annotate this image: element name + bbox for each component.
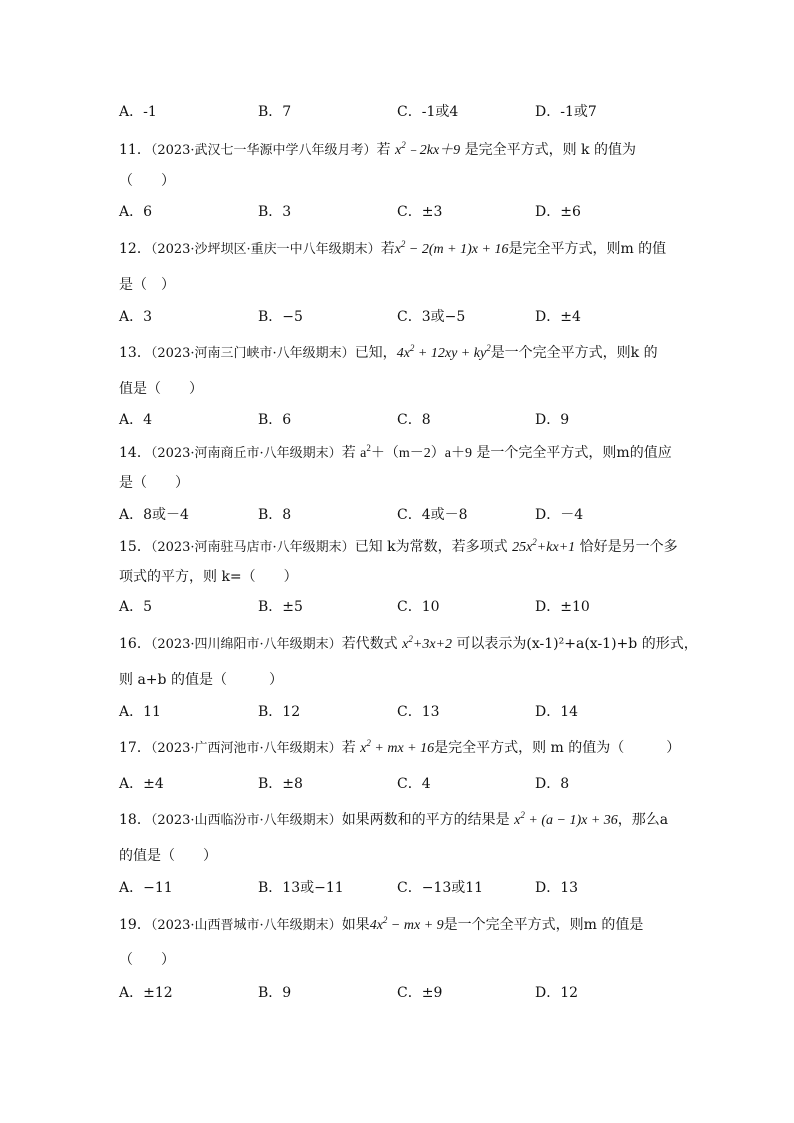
question-source: （2023·山西晋城市·八年级期末） [150, 918, 342, 933]
option-b: B．6 [258, 412, 292, 428]
question-source: （2023·河南三门峡市·八年级期末） [150, 346, 355, 361]
stem-text: 若 [341, 445, 361, 461]
math-expression: $x^2 - 2(m + 1)x + 16$ [394, 239, 509, 257]
option-b: B．±8 [258, 776, 303, 792]
question-13-stem-cont: 值是（ ） [119, 381, 203, 397]
question-12-stem [119, 239, 666, 260]
stem-text: 若 [376, 142, 395, 158]
option-c: C．4或－8 [397, 507, 468, 523]
question-19-stem [119, 915, 643, 936]
question-source: （2023·广西河池市·八年级期末） [150, 741, 342, 756]
question-number: 19． [119, 917, 151, 933]
question-11-stem [119, 140, 636, 161]
answer-options [119, 307, 719, 327]
stem-text: 已知， [354, 345, 397, 361]
answer-options [119, 774, 719, 794]
option-a: A．-1 [119, 104, 157, 120]
option-d: D．14 [535, 704, 579, 720]
option-b: B．12 [258, 704, 301, 720]
stem-text: 若 [341, 740, 361, 756]
option-c: C．13 [397, 704, 440, 720]
stem-text: 是一个完全平方式，则m 的值是 [443, 917, 644, 933]
question-source: （2023·山西临汾市·八年级期末） [150, 813, 342, 828]
answer-options [119, 702, 719, 722]
option-d: D．8 [535, 776, 570, 792]
question-15-stem-cont: 项式的平方，则 k=（ ） [119, 569, 298, 585]
option-d: D．±6 [535, 204, 581, 220]
stem-text: 是完全平方式，则 k 的值为 [460, 142, 636, 158]
option-d: D．－4 [535, 507, 584, 523]
answer-options [119, 410, 719, 430]
option-a: A．±4 [119, 776, 164, 792]
option-a: A．4 [119, 412, 153, 428]
question-number: 14． [119, 445, 151, 461]
question-19-stem-cont: （ ） [119, 952, 175, 968]
stem-text: 若 [380, 241, 395, 257]
question-15-stem [119, 537, 678, 558]
question-source: （2023·沙坪坝区·重庆一中八年级期末） [150, 242, 381, 257]
option-c: C．−13或11 [397, 880, 484, 896]
question-14-stem-cont: 是（ ） [119, 475, 189, 491]
option-d: D．12 [535, 985, 579, 1001]
answer-options [119, 597, 719, 617]
option-b: B．−5 [258, 309, 303, 325]
stem-text: 可以表示为(x-1)²+a(x-1)+b 的形式， [451, 636, 698, 652]
question-18-stem [119, 810, 668, 831]
option-b: B．3 [258, 204, 292, 220]
stem-text: 是完全平方式，则 m 的值为（ ） [434, 740, 681, 756]
math-expression: $a^2+(m-2)a+9$ [360, 443, 472, 461]
stem-text: 是完全平方式，则m 的值 [508, 241, 667, 257]
stem-text: 若代数式 [341, 636, 403, 652]
answer-options [119, 505, 719, 525]
option-c: C．-1或4 [397, 104, 459, 120]
option-a: A．−11 [119, 880, 173, 896]
option-b: B．7 [258, 104, 292, 120]
question-source: （2023·四川绵阳市·八年级期末） [150, 637, 342, 652]
option-a: A．3 [119, 309, 153, 325]
question-number: 15． [119, 539, 151, 555]
question-number: 11． [119, 142, 151, 158]
question-number: 17． [119, 740, 151, 756]
math-expression: $x^2+3x+2$ [402, 634, 452, 652]
math-expression: $x^2 + (a - 1)x + 36$ [514, 810, 618, 828]
question-number: 18． [119, 812, 151, 828]
stem-text: 如果 [341, 917, 370, 933]
question-12-stem-cont: 是（ ） [119, 277, 175, 293]
math-expression: $4x^2$ − mx + 9 [369, 915, 444, 933]
option-a: A．±12 [119, 985, 173, 1001]
option-d: D．±10 [535, 599, 590, 615]
stem-text: 是一个完全平方式，则m的值应 [471, 445, 672, 461]
option-a: A．6 [119, 204, 153, 220]
question-16-stem-cont: 则 a+b 的值是（ ） [119, 672, 283, 688]
option-c: C．3或−5 [397, 309, 466, 325]
option-c: C．8 [397, 412, 431, 428]
option-c: C．4 [397, 776, 431, 792]
stem-text: 如果两数和的平方的结果是 [341, 812, 515, 828]
question-number: 16． [119, 636, 151, 652]
math-expression: $4x^2 + 12xy + ky^2$ [396, 343, 491, 361]
question-number: 13． [119, 345, 151, 361]
stem-text: ，那么a [617, 812, 669, 828]
option-d: D．9 [535, 412, 570, 428]
stem-text: 是一个完全平方式，则k 的 [490, 345, 658, 361]
math-expression: $25x^2+kx+1$ [512, 537, 576, 555]
question-source: （2023·武汉七一华源中学八年级月考） [150, 143, 377, 158]
option-c: C．±9 [397, 985, 443, 1001]
option-b: B．9 [258, 985, 292, 1001]
option-b: B．8 [258, 507, 292, 523]
option-d: D．±4 [535, 309, 581, 325]
question-17-stem [119, 738, 680, 759]
answer-options [119, 202, 719, 222]
question-16-stem [119, 634, 698, 655]
question-number: 12． [119, 241, 151, 257]
option-d: D．13 [535, 880, 579, 896]
question-source: （2023·河南商丘市·八年级期末） [150, 446, 342, 461]
option-d: D．-1或7 [535, 104, 597, 120]
answer-options [119, 102, 719, 122]
question-18-stem-cont: 的值是（ ） [119, 848, 217, 864]
option-c: C．10 [397, 599, 440, 615]
math-expression: $x^2﹣2kx+9$ [395, 140, 461, 158]
stem-text: 恰好是另一个多 [575, 539, 678, 555]
answer-options [119, 878, 719, 898]
question-14-stem [119, 443, 672, 464]
question-source: （2023·河南驻马店市·八年级期末） [150, 540, 355, 555]
option-b: B．13或−11 [258, 880, 344, 896]
option-a: A．8或－4 [119, 507, 189, 523]
option-a: A．5 [119, 599, 153, 615]
answer-options [119, 983, 719, 1003]
option-a: A．11 [119, 704, 161, 720]
option-c: C．±3 [397, 204, 443, 220]
question-11-stem-cont: （ ） [119, 173, 175, 189]
math-expression: $x^2$ + mx + 16 [360, 738, 435, 756]
question-13-stem [119, 343, 658, 364]
stem-text: 已知 k为常数，若多项式 [354, 539, 513, 555]
option-b: B．±5 [258, 599, 303, 615]
